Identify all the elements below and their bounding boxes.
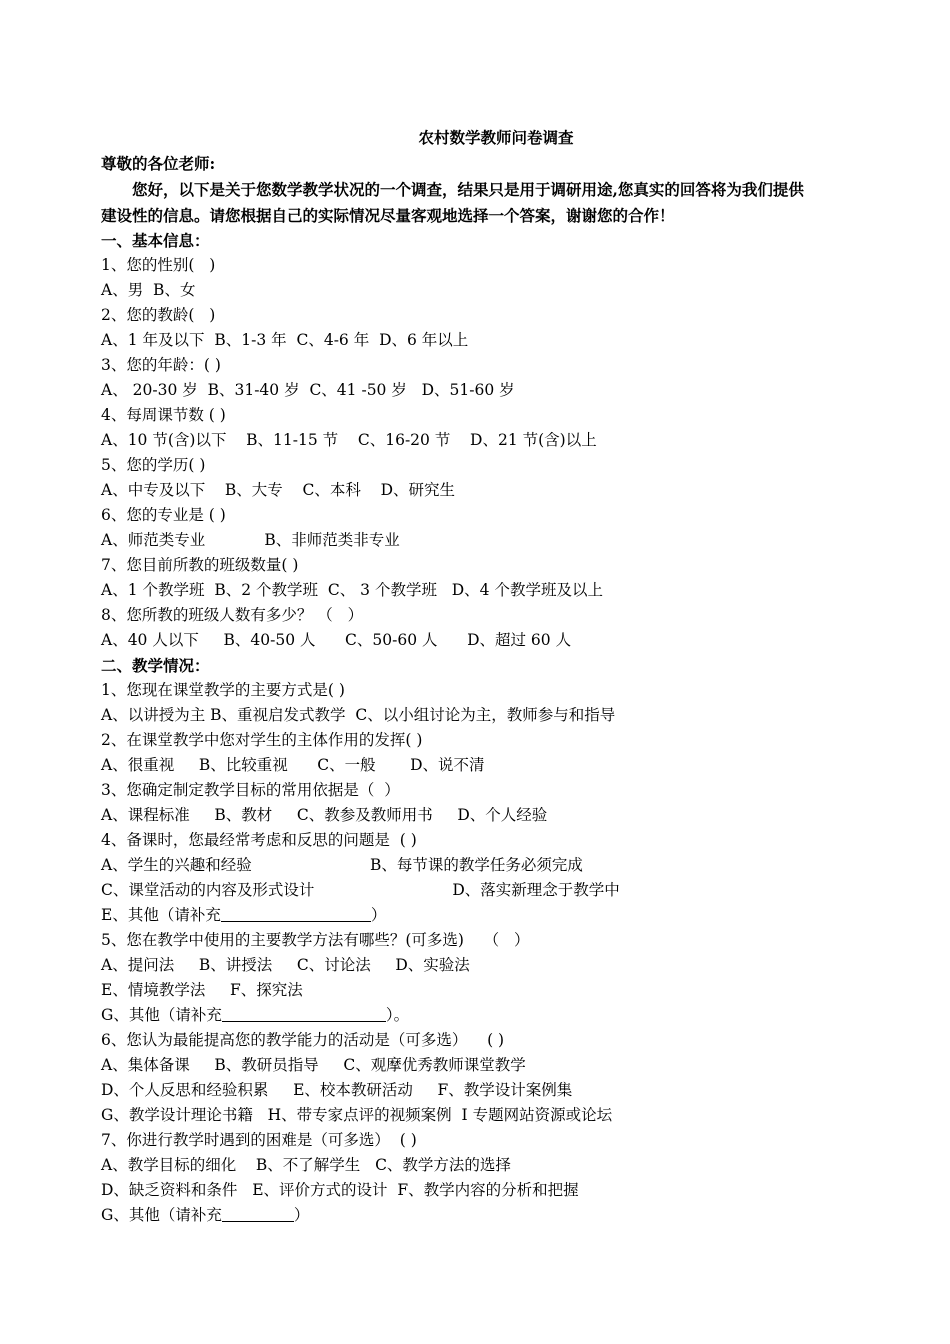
other-close: ）。 [385, 1006, 410, 1024]
other-close: ） [370, 906, 387, 924]
question-class-count: 7、您目前所教的班级数量( ) [101, 556, 299, 574]
section-teaching [101, 678, 861, 1228]
question-difficulties: 7、你进行教学时遇到的困难是（可多选） ( ) [101, 1131, 417, 1149]
options-class-size: A、40 人以下 B、40-50 人 C、50-60 人 D、超过 60 人 [101, 631, 572, 649]
options-improve-activities-2: D、个人反思和经验积累 E、校本教研活动 F、教学设计案例集 [101, 1081, 573, 1099]
options-difficulties-other [101, 1203, 861, 1228]
page-title: 农村数学教师问卷调查 [418, 128, 574, 147]
intro-line-2: 建设性的信息。请您根据自己的实际情况尽量客观地选择一个答案，谢谢您的合作！ [101, 206, 675, 225]
other-label: G、其他（请补充 [101, 1006, 222, 1024]
section-teaching-heading: 二、教学情况： [101, 656, 210, 675]
options-difficulties-1: A、教学目标的细化 B、不了解学生 C、教学方法的选择 [101, 1156, 511, 1174]
section-basic-info-heading: 一、基本信息： [101, 231, 210, 250]
question-age: 3、您的年龄：( ) [101, 356, 221, 374]
question-student-role: 2、在课堂教学中您对学生的主体作用的发挥( ) [101, 731, 423, 749]
question-teaching-mode: 1、您现在课堂教学的主要方式是( ) [101, 681, 345, 699]
section-basic-info [101, 253, 861, 653]
question-education: 5、您的学历( ) [101, 456, 206, 474]
options-major: A、师范类专业 B、非师范类非专业 [101, 531, 400, 549]
options-age: A、 20-30 岁 B、31-40 岁 C、41 -50 岁 D、51-60 岁 [101, 381, 515, 399]
fill-in-blank[interactable] [222, 1204, 294, 1222]
options-lesson-prep-cd: C、课堂活动的内容及形式设计 D、落实新理念于教学中 [101, 881, 620, 899]
options-gender: A、男 B、女 [101, 281, 196, 299]
options-weekly-lessons: A、10 节(含)以下 B、11-15 节 C、16-20 节 D、21 节(含)以上 [101, 431, 597, 449]
options-improve-activities-3: G、教学设计理论书籍 H、带专家点评的视频案例 I 专题网站资源或论坛 [101, 1106, 613, 1124]
question-teaching-years: 2、您的教龄( ) [101, 306, 216, 324]
greeting: 尊敬的各位老师: [101, 154, 216, 173]
other-label: G、其他（请补充 [101, 1206, 222, 1224]
question-gender: 1、您的性别( ) [101, 256, 216, 274]
options-class-count: A、1 个教学班 B、2 个教学班 C、 3 个教学班 D、4 个教学班及以上 [101, 581, 603, 599]
options-teaching-methods-other [101, 1003, 861, 1028]
fill-in-blank[interactable] [222, 1004, 386, 1022]
options-teaching-mode: A、以讲授为主 B、重视启发式教学 C、以小组讨论为主，教师参与和指导 [101, 706, 616, 724]
options-lesson-prep-other [101, 903, 861, 928]
options-lesson-prep-ab: A、学生的兴趣和经验 B、每节课的教学任务必须完成 [101, 856, 583, 874]
options-teaching-years: A、1 年及以下 B、1-3 年 C、4-6 年 D、6 年以上 [101, 331, 469, 349]
options-education: A、中专及以下 B、大专 C、本科 D、研究生 [101, 481, 455, 499]
options-teaching-methods-2: E、情境教学法 F、探究法 [101, 981, 303, 999]
options-improve-activities-1: A、集体备课 B、教研员指导 C、观摩优秀教师课堂教学 [101, 1056, 526, 1074]
options-goal-basis: A、课程标准 B、教材 C、教参及教师用书 D、个人经验 [101, 806, 548, 824]
question-improve-activities: 6、您认为最能提高您的教学能力的活动是（可多选） ( ) [101, 1031, 505, 1049]
options-teaching-methods-1: A、提问法 B、讲授法 C、讨论法 D、实验法 [101, 956, 470, 974]
question-teaching-methods: 5、您在教学中使用的主要教学方法有哪些？(可多选) （ ） [101, 931, 530, 949]
options-student-role: A、很重视 B、比较重视 C、一般 D、说不清 [101, 756, 485, 774]
question-lesson-prep: 4、备课时，您最经常考虑和反思的问题是 ( ) [101, 831, 417, 849]
question-weekly-lessons: 4、每周课节数 ( ) [101, 406, 226, 424]
other-close: ） [293, 1206, 310, 1224]
question-goal-basis: 3、您确定制定教学目标的常用依据是（ ） [101, 781, 400, 799]
question-class-size: 8、您所教的班级人数有多少？ （ ） [101, 606, 364, 624]
options-difficulties-2: D、缺乏资料和条件 E、评价方式的设计 F、教学内容的分析和把握 [101, 1181, 579, 1199]
other-label: E、其他（请补充 [101, 906, 221, 924]
fill-in-blank[interactable] [221, 904, 371, 922]
questionnaire-page [101, 124, 861, 1228]
intro-line-1: 您好，以下是关于您数学教学状况的一个调查，结果只是用于调研用途,您真实的回答将为我们提供 [132, 180, 804, 199]
question-major: 6、您的专业是 ( ) [101, 506, 226, 524]
